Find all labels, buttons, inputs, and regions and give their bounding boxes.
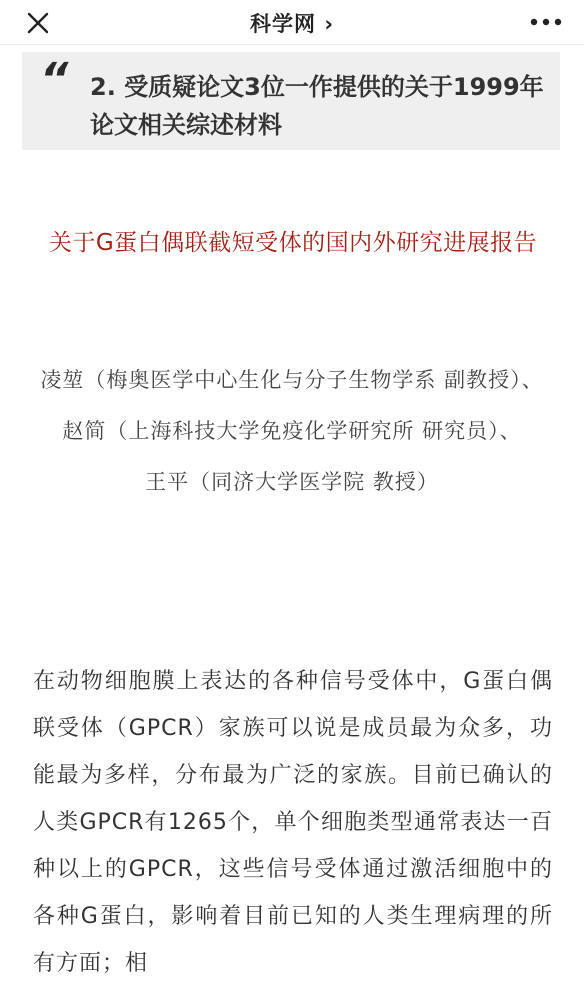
author-list — [40, 355, 544, 508]
quote-icon: “ — [40, 54, 69, 105]
author-line: 王平（同济大学医学院 教授） — [145, 470, 439, 494]
account-name-link[interactable] — [0, 8, 584, 38]
more-icon[interactable] — [530, 18, 562, 26]
quote-block — [22, 52, 560, 150]
report-title: 关于G蛋白偶联截短受体的国内外研究进展报告 — [48, 230, 538, 256]
quote-text: 2. 受质疑论文3位一作提供的关于1999年论文相关综述材料 — [90, 73, 544, 139]
account-name: 科学网 — [250, 12, 317, 36]
author-line: 赵简（上海科技大学免疫化学研究所 研究员）、 — [62, 419, 522, 443]
author-line: 凌堃（梅奥医学中心生化与分子生物学系 副教授）、 — [40, 368, 544, 392]
article-paragraph: 在动物细胞膜上表达的各种信号受体中，G蛋白偶联受体（GPCR）家族可以说是成员最为众多，功能最为多样，分布最为广泛的家族。目前已确认的人类GPCR有1265个，单个细胞类型通常表达一百种以上的GPCR，这些信号受体通过激活细胞中的各种G蛋白，影响着目前已知的人类生理病理的所有方面；相 — [33, 669, 553, 976]
top-navigation-bar — [0, 0, 584, 45]
chevron-right-icon: › — [324, 12, 334, 36]
